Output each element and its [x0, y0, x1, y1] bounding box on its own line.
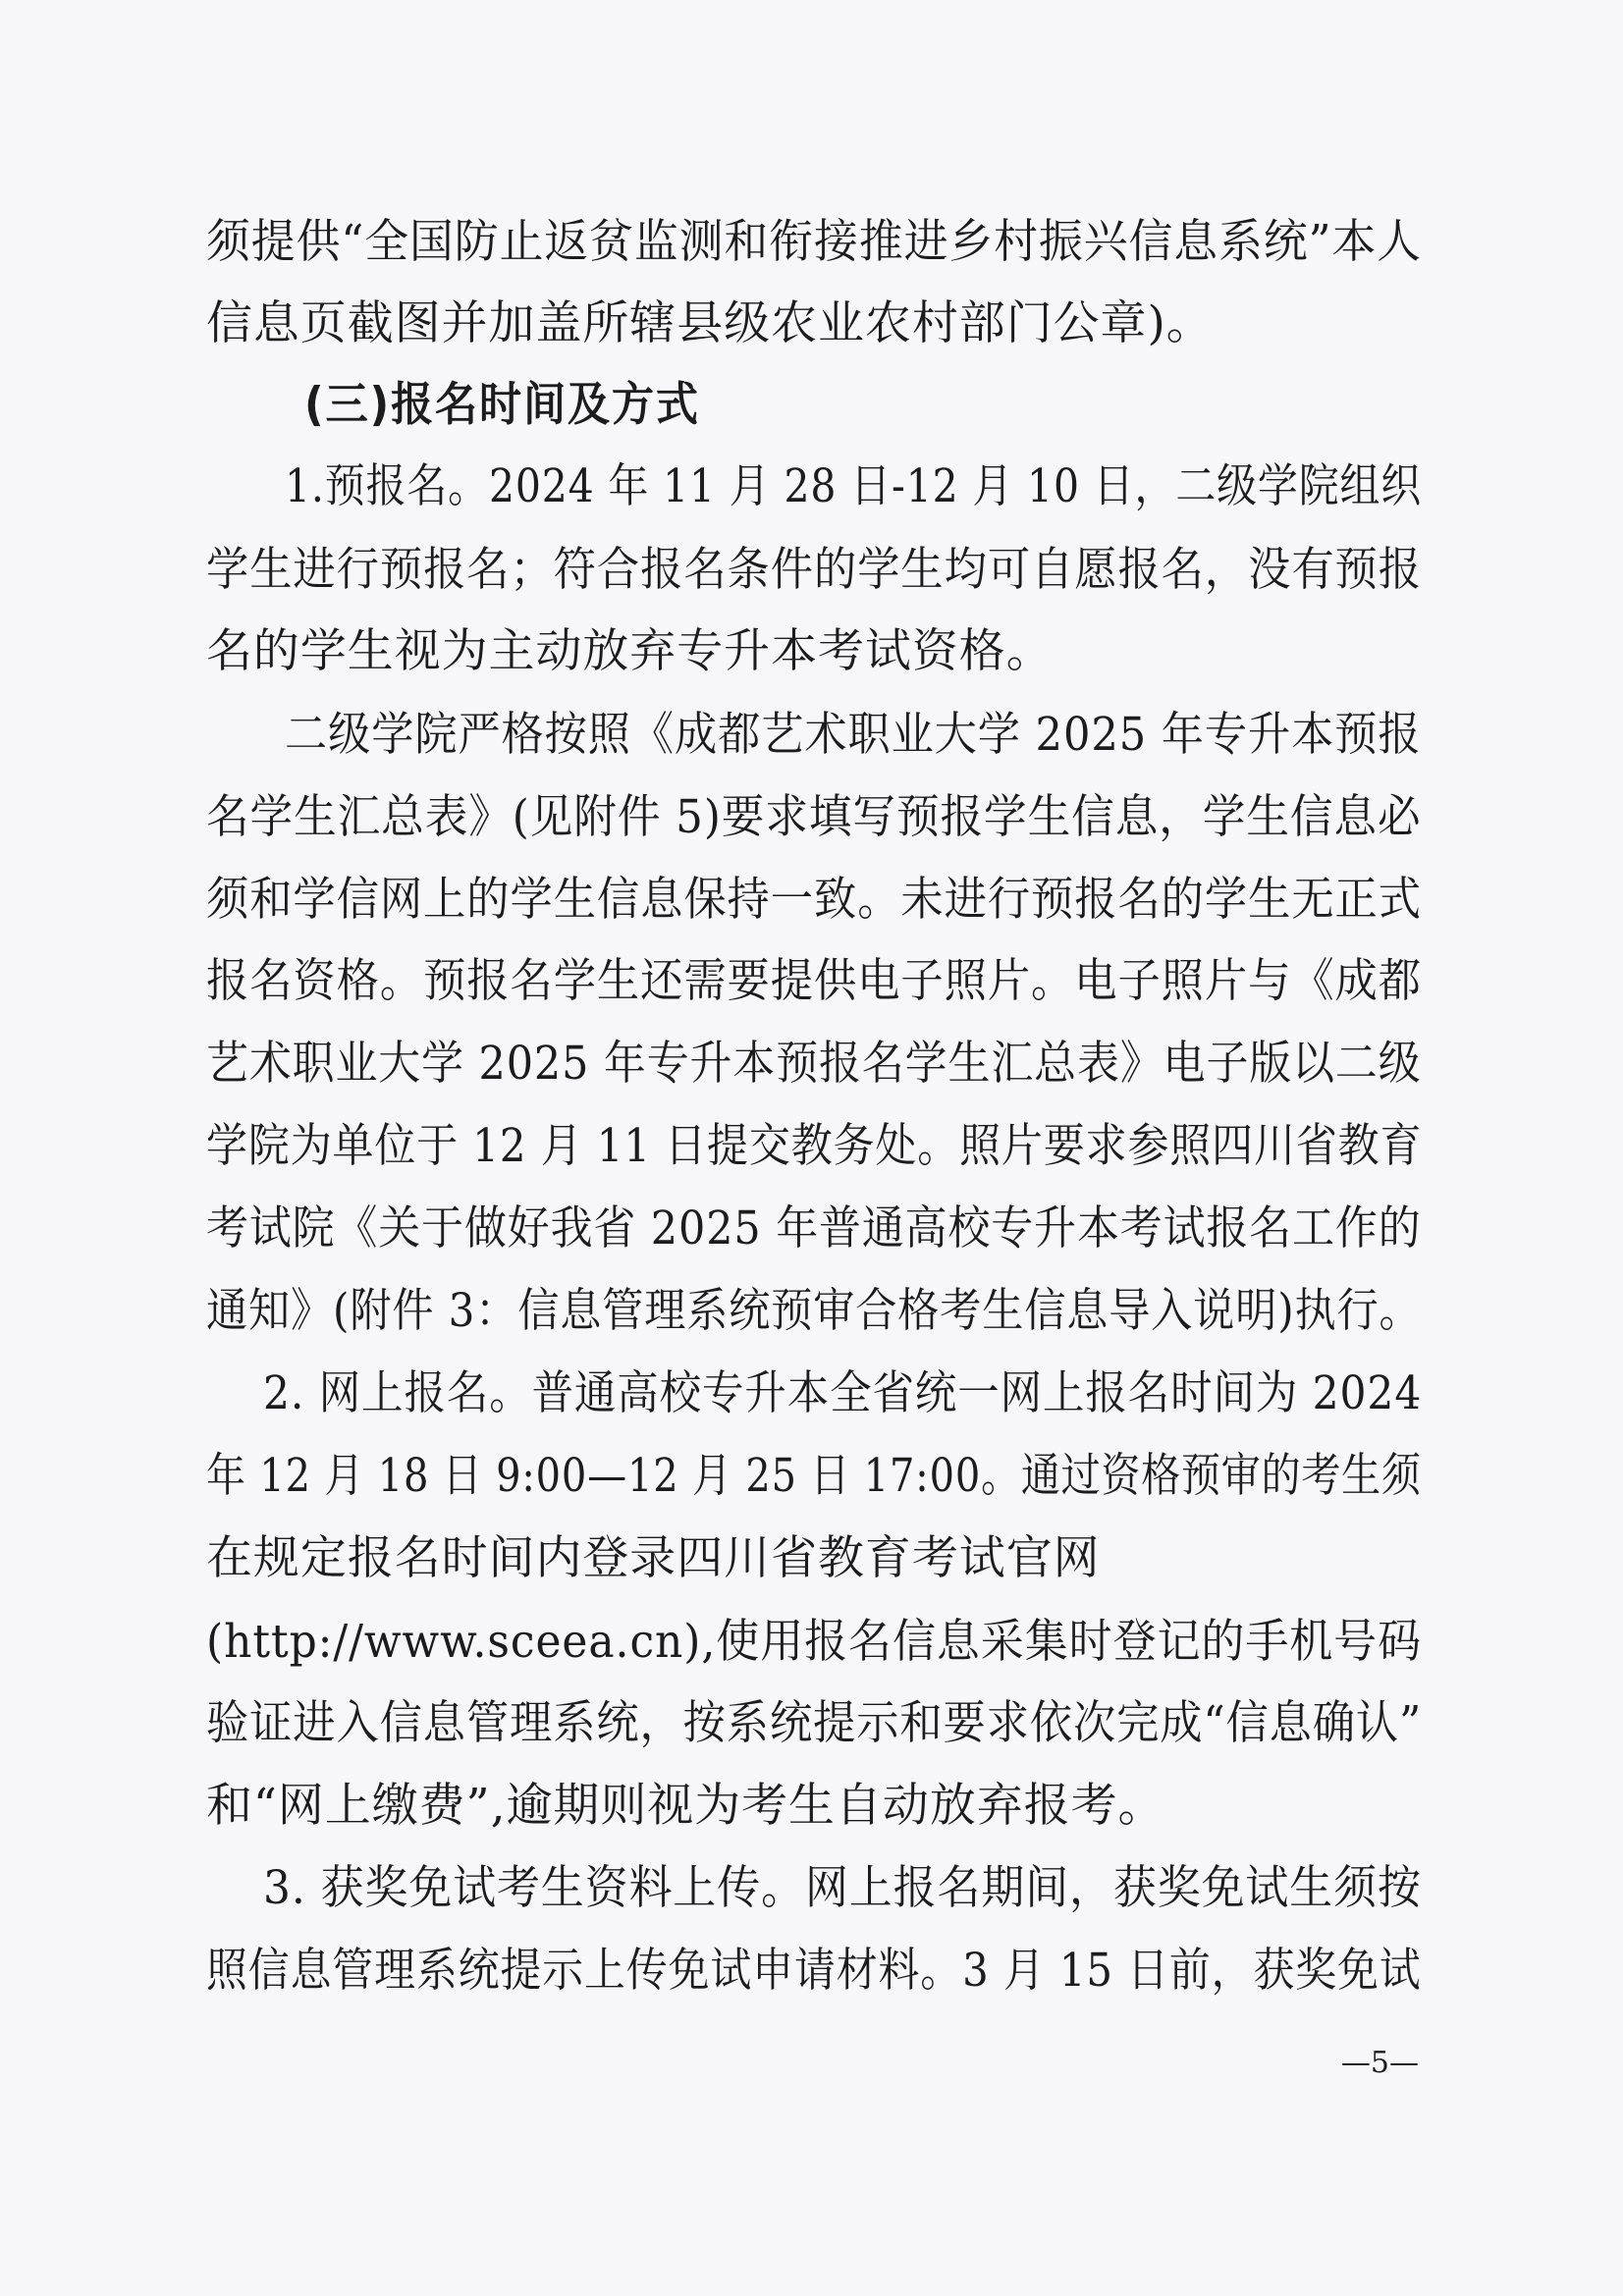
paragraph-line: 2. 网上报名。普通高校专升本全省统一网上报名时间为 2024 [263, 1366, 1423, 1420]
paragraph-line: 须提供“全国防止返贫监测和衔接推进乡村振兴信息系统”本人 [206, 215, 1423, 269]
paragraph-line: 考试院《关于做好我省 2025 年普通高校专升本考试报名工作的 [206, 1201, 1422, 1255]
paragraph-line: 在规定报名时间内登录四川省教育考试官网 [206, 1531, 1101, 1585]
paragraph-line: 和“网上缴费”,逾期则视为考生自动放弃报考。 [206, 1779, 1165, 1833]
paragraph-line: 艺术职业大学 2025 年专升本预报名学生汇总表》电子版以二级 [206, 1037, 1422, 1091]
paragraph-line: 通知》(附件 3：信息管理系统预审合格考生信息导入说明)执行。 [206, 1284, 1422, 1338]
paragraph-line: 名的学生视为主动放弃专升本考试资格。 [206, 624, 1054, 678]
paragraph-line: 二级学院严格按照《成都艺术职业大学 2025 年专升本预报 [285, 708, 1422, 762]
section-heading: (三)报名时间及方式 [304, 378, 700, 432]
paragraph-line: 年 12 月 18 日 9:00—12 月 25 日 17:00。通过资格预审的考生须 [206, 1449, 1422, 1503]
paragraph-line: 信息页截图并加盖所辖县级农业农村部门公章)。 [206, 296, 1214, 350]
page-number: —5— [1340, 2046, 1419, 2080]
paragraph-line: (http://www.sceea.cn),使用报名信息采集时登记的手机号码 [206, 1615, 1423, 1669]
paragraph-line: 学生进行预报名；符合报名条件的学生均可自愿报名，没有预报 [206, 543, 1422, 597]
paragraph-line: 学院为单位于 12 月 11 日提交教务处。照片要求参照四川省教育 [206, 1119, 1423, 1173]
paragraph-line: 1.预报名。2024 年 11 月 28 日-12 月 10 日，二级学院组织 [285, 459, 1423, 513]
paragraph-line: 照信息管理系统提示上传免试申请材料。3 月 15 日前，获奖免试 [206, 1944, 1422, 1998]
paragraph-line: 报名资格。预报名学生还需要提供电子照片。电子照片与《成都 [206, 954, 1422, 1008]
paragraph-line: 验证进入信息管理系统，按系统提示和要求依次完成“信息确认” [206, 1696, 1423, 1750]
paragraph-line: 须和学信网上的学生信息保持一致。未进行预报名的学生无正式 [206, 873, 1422, 927]
paragraph-line: 3. 获奖免试考生资料上传。网上报名期间，获奖免试生须按 [263, 1861, 1422, 1915]
paragraph-line: 名学生汇总表》(见附件 5)要求填写预报学生信息，学生信息必 [206, 790, 1422, 844]
